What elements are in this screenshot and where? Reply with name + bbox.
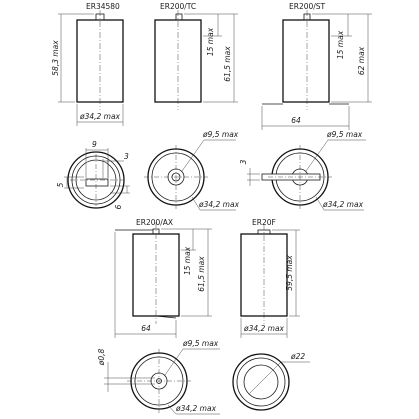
er20f-height-dim: 59,5 max — [285, 255, 294, 291]
er200st-tab-dim: 15 max — [336, 30, 345, 60]
er200tc-inner-dim: ø9,5 max — [203, 130, 239, 139]
er34580-diameter-dim: ø34,2 max — [79, 112, 121, 121]
er20f-diameter-dim: ø34,2 max — [243, 324, 285, 333]
er200st-body — [283, 20, 329, 102]
er200tc-title: ER200/TC — [160, 2, 197, 11]
er34580-top-view — [56, 140, 130, 209]
er200ax-lead-dim: 64 — [141, 324, 151, 333]
er200ax-outer-dim: ø34,2 max — [176, 404, 217, 413]
er200tc-outer-dim: ø34,2 max — [199, 200, 240, 209]
er200ax-height-dim: 61,5 max — [197, 256, 206, 292]
er200ax-title: ER200/AX — [136, 218, 174, 227]
er34580-dim-c: 5 — [56, 182, 65, 188]
er200ax-tab-dim: 15 max — [183, 246, 192, 276]
er200st-outer-dim: ø34,2 max — [323, 200, 364, 209]
er200st-top-view — [239, 130, 366, 210]
er200tc-height-dim: 61,5 max — [223, 46, 232, 82]
er200ax-side-view — [115, 218, 212, 338]
er34580-dim-a: 9 — [92, 140, 97, 149]
er34580-side-view — [51, 2, 123, 126]
er34580-dim-b: 3 — [124, 152, 129, 161]
er200tc-inner-leader — [182, 140, 204, 171]
er200st-lead-width-dim: 3 — [239, 159, 248, 165]
er200tc-side-view — [155, 2, 238, 110]
er20f-title: ER20F — [252, 218, 276, 227]
er20f-top-view — [233, 352, 310, 410]
er200st-lead-dim: 64 — [291, 116, 301, 125]
er20f-inner-dim: ø22 — [291, 352, 306, 361]
er34580-title: ER34580 — [86, 2, 120, 11]
er200st-side-view — [262, 2, 372, 130]
er200st-inner-dim: ø9,5 max — [327, 130, 363, 139]
er200ax-inner-dim: ø9,5 max — [183, 339, 219, 348]
er200ax-top-view — [97, 339, 220, 414]
er34580-height-dim: 58,3 max — [51, 40, 60, 76]
er20f-side-view — [241, 218, 300, 338]
er200tc-tab — [176, 14, 182, 20]
er200st-inner-leader — [306, 140, 328, 171]
er200tc-tab-dim: 15 max — [206, 27, 215, 57]
er200ax-pin-dim: ø0,8 — [97, 348, 106, 366]
er34580-dim-d: 6 — [114, 204, 123, 210]
er200tc-top-view — [144, 130, 240, 210]
er200st-title: ER200/ST — [289, 2, 326, 11]
er200st-height-dim: 62 max — [357, 46, 366, 76]
